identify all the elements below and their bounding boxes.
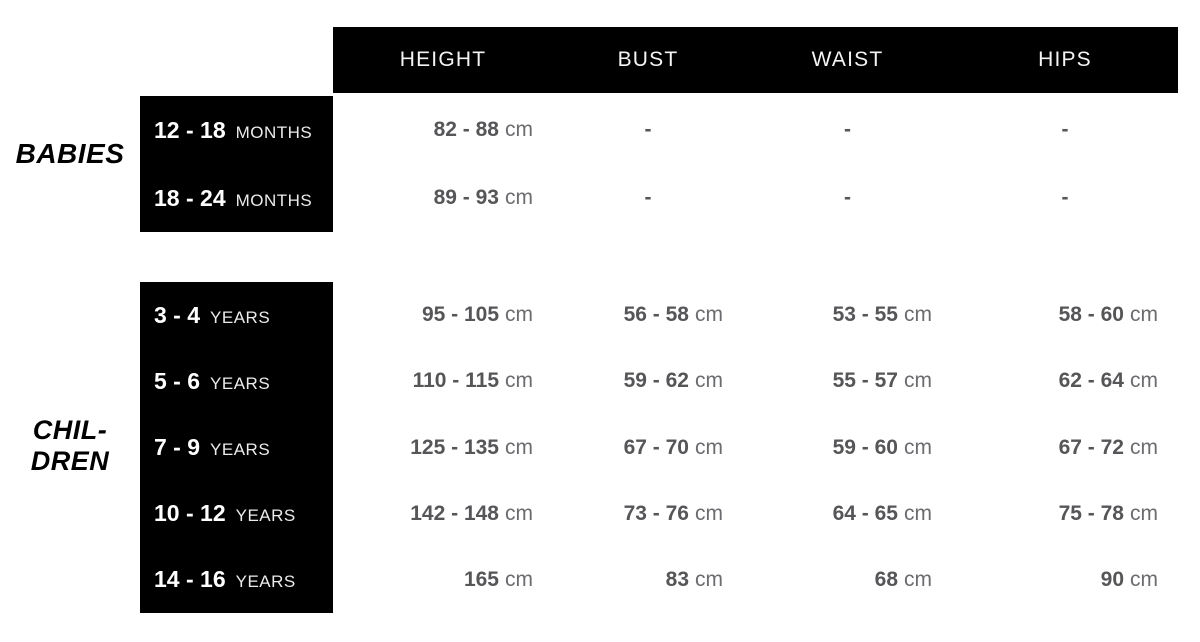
size-unit: YEARS bbox=[210, 373, 271, 393]
size-value: 3 - 4 bbox=[154, 301, 201, 328]
cell-hips bbox=[952, 164, 1178, 232]
cell-waist bbox=[743, 481, 952, 547]
cell-unit: cm bbox=[695, 501, 723, 525]
cell-value: 68 bbox=[874, 567, 898, 591]
cell-unit: cm bbox=[904, 567, 932, 591]
cell-bust bbox=[553, 348, 743, 414]
size-value: 7 - 9 bbox=[154, 433, 201, 460]
cell-bust bbox=[553, 414, 743, 480]
cell-hips bbox=[952, 414, 1178, 480]
cell-waist bbox=[743, 414, 952, 480]
cell-value: 75 - 78 bbox=[1058, 501, 1124, 525]
table-header bbox=[333, 27, 1178, 93]
cell-unit: cm bbox=[505, 501, 533, 525]
cell-height bbox=[333, 481, 553, 547]
cell-unit: cm bbox=[505, 567, 533, 591]
section-label-line: CHIL- bbox=[32, 415, 108, 445]
cell-value: 59 - 62 bbox=[623, 369, 689, 393]
size-label-7-9-years bbox=[140, 434, 333, 461]
cell-unit: cm bbox=[1130, 567, 1158, 591]
table-row bbox=[333, 414, 1178, 480]
cell-value: - bbox=[644, 186, 652, 209]
size-value: 12 - 18 bbox=[154, 116, 226, 143]
cell-value: - bbox=[1061, 118, 1069, 141]
cell-value: 55 - 57 bbox=[832, 369, 898, 393]
cell-height bbox=[333, 96, 553, 164]
cell-unit: cm bbox=[1130, 303, 1158, 327]
cell-value: 53 - 55 bbox=[832, 303, 898, 327]
children-rows bbox=[333, 282, 1178, 613]
cell-unit: cm bbox=[1130, 501, 1158, 525]
cell-unit: cm bbox=[904, 369, 932, 393]
cell-hips bbox=[952, 96, 1178, 164]
cell-unit: cm bbox=[695, 435, 723, 459]
cell-unit: cm bbox=[505, 186, 533, 209]
cell-unit: cm bbox=[904, 435, 932, 459]
size-label-5-6-years bbox=[140, 368, 333, 395]
cell-value: 58 - 60 bbox=[1058, 303, 1124, 327]
cell-unit: cm bbox=[505, 118, 533, 141]
cell-height bbox=[333, 414, 553, 480]
cell-bust bbox=[553, 547, 743, 613]
size-value: 10 - 12 bbox=[154, 500, 226, 527]
cell-bust bbox=[553, 282, 743, 348]
cell-unit: cm bbox=[904, 303, 932, 327]
size-value: 18 - 24 bbox=[154, 184, 226, 211]
cell-value: 73 - 76 bbox=[623, 501, 689, 525]
cell-hips bbox=[952, 348, 1178, 414]
size-label-12-18-months bbox=[140, 117, 333, 144]
size-value: 5 - 6 bbox=[154, 367, 201, 394]
cell-hips bbox=[952, 282, 1178, 348]
cell-value: - bbox=[1061, 186, 1069, 209]
children-size-box bbox=[140, 282, 333, 613]
size-value: 14 - 16 bbox=[154, 566, 226, 593]
cell-waist bbox=[743, 164, 952, 232]
cell-waist bbox=[743, 547, 952, 613]
size-unit: YEARS bbox=[210, 307, 271, 327]
cell-bust bbox=[553, 481, 743, 547]
size-unit: YEARS bbox=[235, 506, 296, 526]
cell-waist bbox=[743, 282, 952, 348]
cell-value: 64 - 65 bbox=[832, 501, 898, 525]
table-row bbox=[333, 282, 1178, 348]
cell-value: 90 bbox=[1100, 567, 1124, 591]
section-label-line: DREN bbox=[30, 446, 110, 476]
cell-unit: cm bbox=[695, 369, 723, 393]
cell-value: 67 - 72 bbox=[1058, 435, 1124, 459]
size-unit: MONTHS bbox=[235, 122, 313, 142]
cell-value: 83 bbox=[665, 567, 689, 591]
cell-value: - bbox=[644, 118, 652, 141]
size-unit: MONTHS bbox=[235, 190, 313, 210]
section-label-babies: BABIES bbox=[15, 138, 125, 169]
cell-unit: cm bbox=[505, 435, 533, 459]
table-row bbox=[333, 164, 1178, 232]
cell-value: 110 - 115 bbox=[412, 369, 499, 393]
section-label-children bbox=[0, 415, 140, 477]
table-row bbox=[333, 547, 1178, 613]
size-label-10-12-years bbox=[140, 500, 333, 527]
cell-hips bbox=[952, 481, 1178, 547]
cell-bust bbox=[553, 164, 743, 232]
column-header-height: HEIGHT bbox=[399, 48, 487, 71]
cell-unit: cm bbox=[695, 303, 723, 327]
cell-hips bbox=[952, 547, 1178, 613]
cell-unit: cm bbox=[1130, 435, 1158, 459]
babies-size-box bbox=[140, 96, 333, 232]
size-label-18-24-months bbox=[140, 185, 333, 212]
cell-value: - bbox=[844, 118, 851, 141]
cell-unit: cm bbox=[904, 501, 932, 525]
cell-value: 82 - 88 bbox=[433, 118, 499, 141]
column-header-bust: BUST bbox=[617, 48, 679, 71]
cell-waist bbox=[743, 348, 952, 414]
size-label-14-16-years bbox=[140, 566, 333, 593]
column-header-waist: WAIST bbox=[811, 48, 884, 71]
size-unit: YEARS bbox=[235, 572, 296, 592]
size-unit: YEARS bbox=[210, 439, 271, 459]
size-label-3-4-years bbox=[140, 302, 333, 329]
cell-value: 125 - 135 bbox=[410, 435, 499, 459]
cell-value: 142 - 148 bbox=[410, 501, 499, 525]
cell-value: 89 - 93 bbox=[433, 186, 499, 209]
cell-value: 59 - 60 bbox=[832, 435, 898, 459]
cell-value: 67 - 70 bbox=[623, 435, 689, 459]
cell-value: 165 bbox=[463, 567, 499, 591]
cell-unit: cm bbox=[505, 369, 533, 393]
cell-value: 62 - 64 bbox=[1058, 369, 1124, 393]
cell-height bbox=[333, 282, 553, 348]
cell-waist bbox=[743, 96, 952, 164]
cell-height bbox=[333, 348, 553, 414]
cell-height bbox=[333, 164, 553, 232]
cell-unit: cm bbox=[505, 303, 533, 327]
table-row bbox=[333, 96, 1178, 164]
cell-value: - bbox=[844, 186, 851, 209]
cell-bust bbox=[553, 96, 743, 164]
cell-height bbox=[333, 547, 553, 613]
cell-value: 56 - 58 bbox=[623, 303, 689, 327]
column-header-hips: HIPS bbox=[1038, 48, 1092, 71]
cell-unit: cm bbox=[1130, 369, 1158, 393]
table-row bbox=[333, 481, 1178, 547]
cell-value: 95 - 105 bbox=[421, 303, 499, 327]
babies-rows bbox=[333, 96, 1178, 232]
cell-unit: cm bbox=[695, 567, 723, 591]
table-row bbox=[333, 348, 1178, 414]
